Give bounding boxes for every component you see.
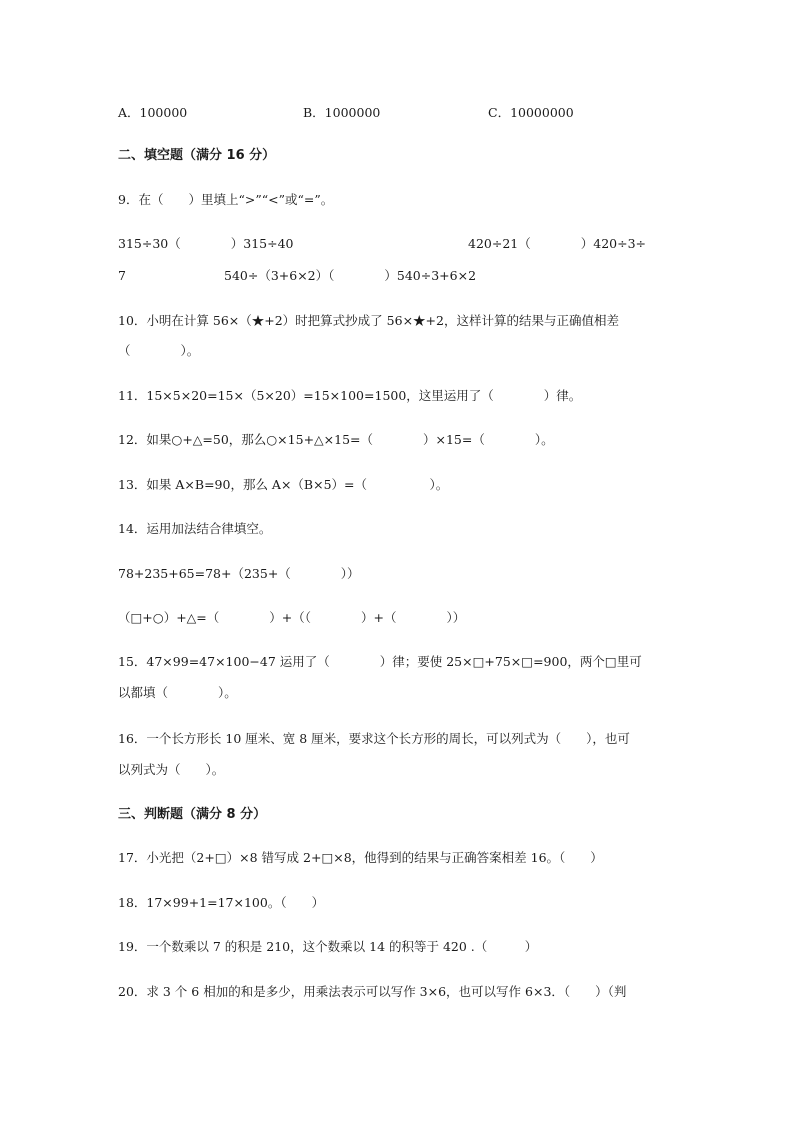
question-16-line2: 以列式为（ ）。 bbox=[118, 762, 225, 777]
question-18: 18．17×99+1=17×100。（ ） bbox=[118, 895, 325, 910]
question-15-line2: 以都填（ ）。 bbox=[118, 685, 237, 700]
question-12: 12．如果○+△=50，那么○×15+△×15=（ ）×15=（ ）。 bbox=[118, 432, 554, 447]
question-16-line1: 16．一个长方形长 10 厘米、宽 8 厘米，要求这个长方形的周长，可以列式为（ ），也可 bbox=[118, 731, 630, 746]
section-title-fill-blanks: 二、填空题（满分 16 分） bbox=[118, 148, 276, 163]
question-17: 17．小光把（2+□）×8 错写成 2+□×8，他得到的结果与正确答案相差 16。（ ） bbox=[118, 850, 603, 865]
question-9-line2-left: 7 bbox=[118, 268, 126, 283]
question-9-stem: 9．在（ ）里填上“>”“<”或“=”。 bbox=[118, 192, 334, 207]
question-9-line1-right: 420÷21（ ）420÷3÷ bbox=[468, 236, 646, 251]
question-9-line2-right: 540÷（3+6×2）（ ）540÷3+6×2 bbox=[224, 268, 477, 283]
question-10-line1: 10．小明在计算 56×（★+2）时把算式抄成了 56×★+2，这样计算的结果与正确值相差 bbox=[118, 313, 619, 328]
question-9-line1-left: 315÷30（ ）315÷40 bbox=[118, 236, 294, 251]
question-14-line2: （□+○）+△=（ ）+（（ ）+（ ）） bbox=[118, 610, 466, 625]
section-title-true-false: 三、判断题（满分 8 分） bbox=[118, 807, 267, 822]
question-14-stem: 14．运用加法结合律填空。 bbox=[118, 521, 272, 536]
option-b: B．1000000 bbox=[303, 105, 381, 120]
option-c: C．10000000 bbox=[488, 105, 574, 120]
question-14-line1: 78+235+65=78+（235+（ ）） bbox=[118, 566, 360, 581]
question-11: 11．15×5×20=15×（5×20）=15×100=1500，这里运用了（ ）律。 bbox=[118, 388, 582, 403]
question-19: 19．一个数乘以 7 的积是 210，这个数乘以 14 的积等于 420 .（ ） bbox=[118, 939, 538, 954]
question-10-line2: （ ）。 bbox=[118, 343, 200, 358]
question-20: 20．求 3 个 6 相加的和是多少，用乘法表示可以写作 3×6，也可以写作 6×3．（ ）（判 bbox=[118, 984, 627, 999]
option-a: A．100000 bbox=[118, 105, 188, 120]
question-13: 13．如果 A×B=90，那么 A×（B×5）=（ ）。 bbox=[118, 477, 449, 492]
question-15-line1: 15．47×99=47×100−47 运用了（ ）律；要使 25×□+75×□=900，两个□里可 bbox=[118, 654, 642, 669]
